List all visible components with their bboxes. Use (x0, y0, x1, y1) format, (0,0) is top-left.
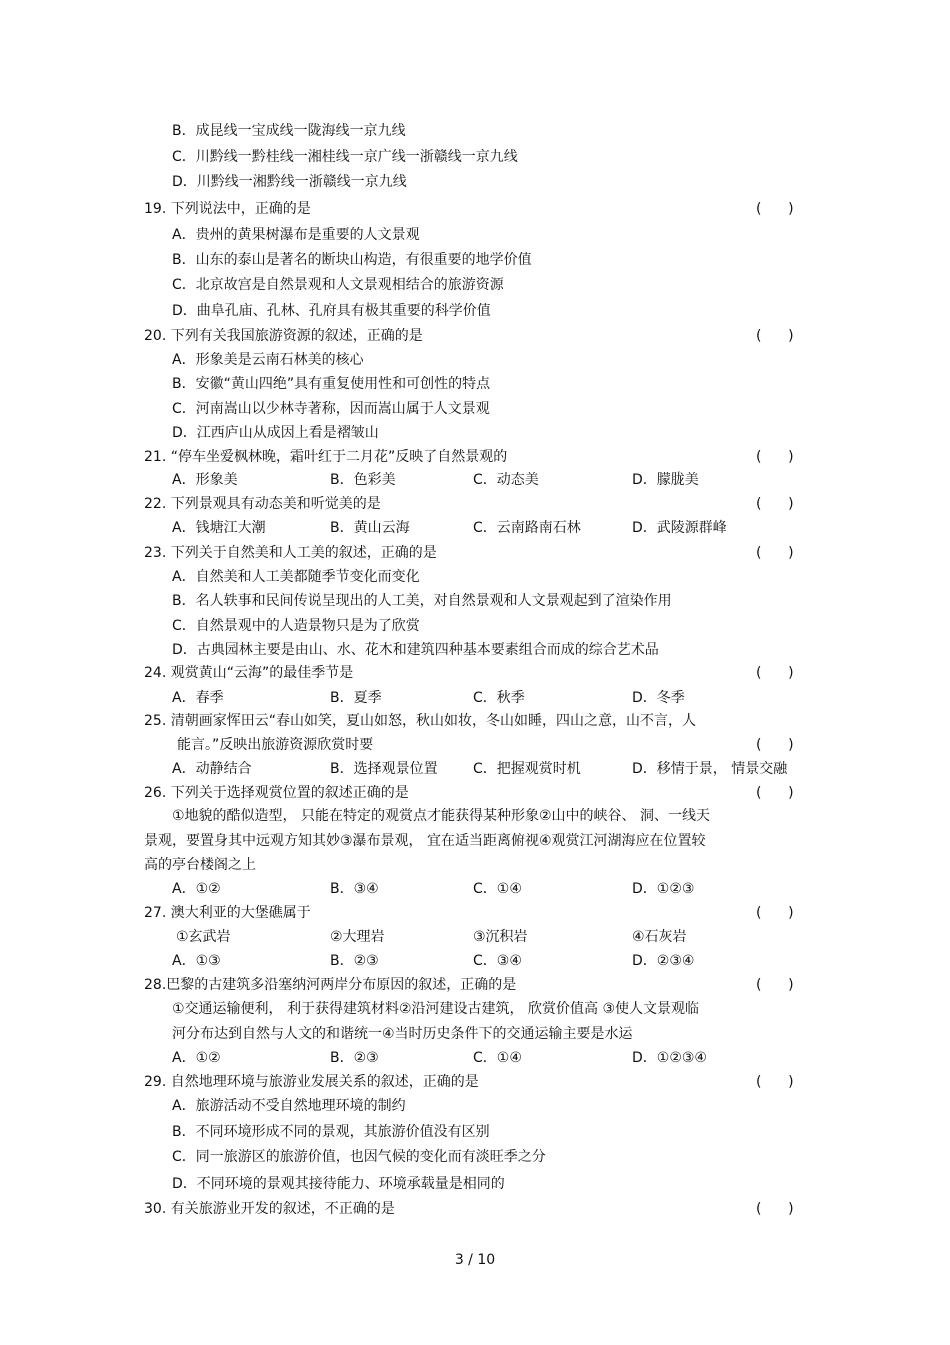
question-text: 25. 清朝画家恽田云“春山如笑，夏山如怒，秋山如妆，冬山如睡，四山之意，山不言，人 (144, 713, 696, 729)
answer-option: C．秋季 (473, 690, 525, 706)
answer-option: B．色彩美 (330, 472, 396, 488)
answer-blank: ( ) (756, 201, 794, 217)
question-text: 30. 有关旅游业开发的叙述，不正确的是 (144, 1201, 395, 1217)
question-text: 24. 观赏黄山“云海”的最佳季节是 (144, 665, 354, 681)
question-line: B．不同环境形成不同的景观，其旅游价值没有区别 (172, 1124, 490, 1140)
question-text: 19. 下列说法中，正确的是 (144, 201, 311, 217)
answer-option: C．①④ (473, 1050, 522, 1066)
answer-option: D．①②③ (632, 881, 695, 897)
question-text: 21. “停车坐爱枫林晚，霜叶红于二月花”反映了自然景观的 (144, 449, 508, 465)
question-line: B．安徽“黄山四绝”具有重复使用性和可创性的特点 (172, 376, 491, 392)
question-line: C．北京故宫是自然景观和人文景观相结合的旅游资源 (172, 277, 504, 293)
question-text: 26. 下列关于选择观赏位置的叙述正确的是 (144, 785, 409, 801)
question-line: D．古典园林主要是由山、水、花木和建筑四种基本要素组合而成的综合艺术品 (172, 642, 659, 658)
question-line: D．川黔线一湘黔线一浙赣线一京九线 (172, 174, 407, 190)
question-line: A．形象美是云南石林美的核心 (172, 352, 364, 368)
answer-blank: ( ) (756, 545, 794, 561)
answer-option: B．②③ (330, 1050, 379, 1066)
answer-option: C．①④ (473, 881, 522, 897)
answer-blank: ( ) (756, 785, 794, 801)
choice-statement: ②大理岩 (330, 929, 385, 945)
question-text: 高的亭台楼阁之上 (144, 857, 256, 873)
choice-statement: ①玄武岩 (176, 929, 231, 945)
question-line: B．山东的泰山是著名的断块山构造，有很重要的地学价值 (172, 252, 532, 268)
answer-option: A．钱塘江大潮 (172, 520, 266, 536)
question-line: C．同一旅游区的旅游价值，也因气候的变化而有淡旺季之分 (172, 1149, 546, 1165)
question-line: D．曲阜孔庙、孔林、孔府具有极其重要的科学价值 (172, 303, 491, 319)
page-number: 3 / 10 (454, 1252, 496, 1268)
answer-option: B．黄山云海 (330, 520, 410, 536)
answer-option: C．③④ (473, 953, 522, 969)
answer-option: C．把握观赏时机 (473, 761, 581, 777)
answer-blank: ( ) (756, 905, 794, 921)
question-line: A．自然美和人工美都随季节变化而变化 (172, 569, 420, 585)
answer-blank: ( ) (756, 449, 794, 465)
answer-option: C．动态美 (473, 472, 539, 488)
question-line: B．名人轶事和民间传说呈现出的人工美，对自然景观和人文景观起到了渲染作用 (172, 593, 672, 609)
question-line: ①地貌的酷似造型， 只能在特定的观赏点才能获得某种形象②山中的峡谷、 洞、一线天 (172, 808, 710, 824)
choice-statement: ④石灰岩 (632, 929, 687, 945)
question-text: 23. 下列关于自然美和人工美的叙述，正确的是 (144, 545, 437, 561)
question-text: 29. 自然地理环境与旅游业发展关系的叙述，正确的是 (144, 1074, 479, 1090)
question-text: 27. 澳大利亚的大堡礁属于 (144, 905, 311, 921)
answer-blank: ( ) (756, 1074, 794, 1090)
answer-blank: ( ) (756, 737, 794, 753)
question-line: A．贵州的黄果树瀑布是重要的人文景观 (172, 227, 420, 243)
question-text: 22. 下列景观具有动态美和听觉美的是 (144, 496, 381, 512)
question-line: B．成昆线一宝成线一陇海线一京九线 (172, 123, 406, 139)
answer-option: D．武陵源群峰 (632, 520, 727, 536)
answer-option: A．形象美 (172, 472, 238, 488)
question-text: 20. 下列有关我国旅游资源的叙述，正确的是 (144, 328, 423, 344)
answer-option: A．动静结合 (172, 761, 252, 777)
question-line: 能言。”反映出旅游资源欣赏时要 (177, 737, 374, 753)
question-text: 景观，要置身其中远观方知其妙③瀑布景观， 宜在适当距离俯视④观赏江河湖海应在位置较 (144, 833, 706, 849)
answer-option: A．春季 (172, 690, 224, 706)
question-line: ①交通运输便利， 利于获得建筑材料②沿河建设古建筑， 欣赏价值高 ③使人文景观临 (172, 1001, 700, 1017)
choice-statement: ③沉积岩 (473, 929, 528, 945)
question-line: 河分布达到自然与人文的和谐统一④当时历史条件下的交通运输主要是水运 (172, 1026, 633, 1042)
question-line: D．不同环境的景观其接待能力、环境承载量是相同的 (172, 1176, 505, 1192)
question-line: C．川黔线一黔桂线一湘桂线一京广线一浙赣线一京九线 (172, 149, 518, 165)
answer-blank: ( ) (756, 496, 794, 512)
answer-blank: ( ) (756, 1201, 794, 1217)
answer-option: C．云南路南石林 (473, 520, 581, 536)
answer-option: B．选择观景位置 (330, 761, 438, 777)
answer-option: B．夏季 (330, 690, 382, 706)
answer-option: A．①③ (172, 953, 221, 969)
question-text: 28.巴黎的古建筑多沿塞纳河两岸分布原因的叙述，正确的是 (144, 977, 517, 993)
question-line: C．自然景观中的人造景物只是为了欣赏 (172, 618, 420, 634)
answer-option: B．②③ (330, 953, 379, 969)
answer-blank: ( ) (756, 665, 794, 681)
answer-option: D．朦胧美 (632, 472, 699, 488)
question-line: A．旅游活动不受自然地理环境的制约 (172, 1098, 406, 1114)
question-line: D．江西庐山从成因上看是褶皱山 (172, 425, 379, 441)
answer-blank: ( ) (756, 977, 794, 993)
answer-option: B．③④ (330, 881, 379, 897)
question-line: C．河南嵩山以少林寺著称，因而嵩山属于人文景观 (172, 401, 490, 417)
answer-option: D．冬季 (632, 690, 685, 706)
answer-option: D．移情于景， 情景交融 (632, 761, 788, 777)
answer-option: A．①② (172, 1050, 221, 1066)
answer-option: A．①② (172, 881, 221, 897)
answer-option: D．②③④ (632, 953, 695, 969)
answer-blank: ( ) (756, 328, 794, 344)
answer-option: D．①②③④ (632, 1050, 707, 1066)
